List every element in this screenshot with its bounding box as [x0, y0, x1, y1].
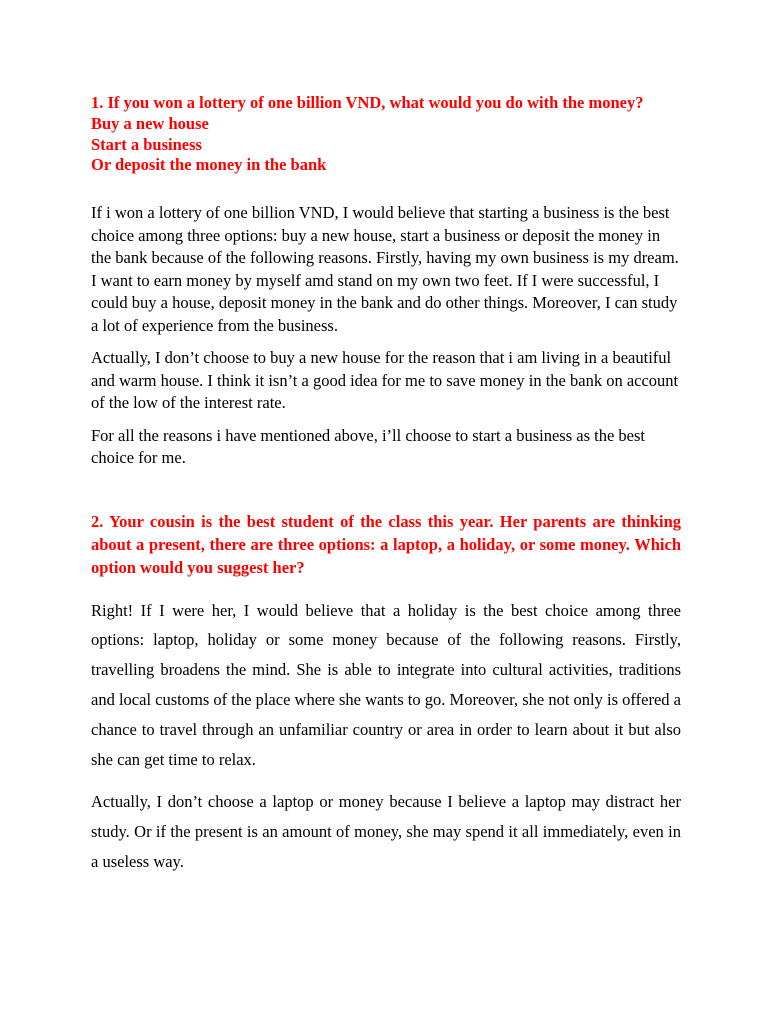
document-page: [91, 93, 681, 877]
question-1-option-3: Or deposit the money in the bank: [91, 155, 327, 175]
question-1-option-2: Start a business: [91, 134, 202, 154]
answer-2-paragraph-1: Right! If I were her, I would believe that a holiday is the best choice among three options: laptop, holiday or some money because of the following reasons. Firstly, travelling broadens the mind. She is able to integrate into cultural activities, traditions and local customs of the place where she wants to go. Moreover, she not only is offered a chance to travel through an unfamiliar country or area in order to learn about it but also she can get time to relax.: [91, 600, 681, 769]
question-2-title: 2. Your cousin is the best student of the class this year. Her parents are thinking about a present, there are three options: a laptop, a holiday, or some money. Which option would you suggest her?: [91, 511, 681, 577]
question-1-title: 1. If you won a lottery of one billion VND, what would you do with the money?: [91, 93, 644, 112]
answer-2-paragraph-2: Actually, I don’t choose a laptop or money because I believe a laptop may distract her study. Or if the present is an amount of money, she may spend it all immediately, even in a useless way.: [91, 792, 681, 872]
answer-1-paragraph-2: Actually, I don’t choose to buy a new house for the reason that i am living in a beautiful and warm house. I think it isn’t a good idea for me to save money in the bank on account of the low of the interest rate.: [91, 348, 679, 413]
answer-1-paragraph-1: If i won a lottery of one billion VND, I would believe that starting a business is the best choice among three options: buy a new house, start a business or deposit the money in the bank because of the following reasons. Firstly, having my own business is my dream. I want to earn money by myself amd stand on my own two feet. If I were successful, I could buy a house, deposit money in the bank and do other things. Moreover, I can study a lot of experience from the business.: [91, 203, 679, 335]
answer-1-paragraph-3: For all the reasons i have mentioned above, i’ll choose to start a business as the best choice for me.: [91, 425, 645, 468]
question-1: [91, 93, 681, 176]
question-1-option-1: Buy a new house: [91, 113, 209, 133]
